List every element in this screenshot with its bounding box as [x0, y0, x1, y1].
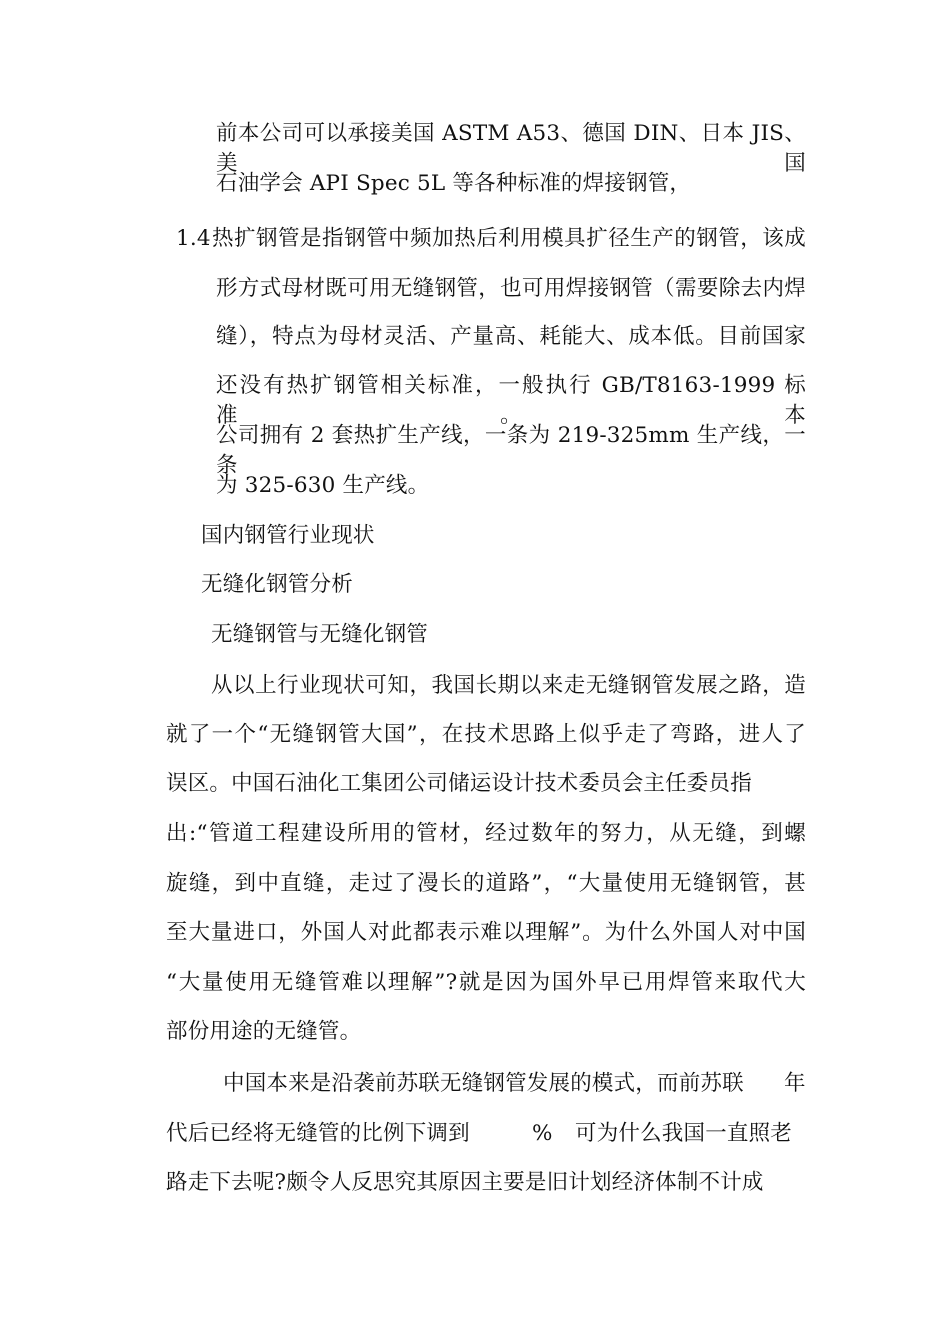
- section-number: 1.4: [176, 226, 211, 251]
- heading: 国内钢管行业现状: [201, 523, 375, 548]
- text-fragment: 年: [784, 1071, 806, 1096]
- text-fragment: 可为什么我国一直照老: [575, 1121, 793, 1146]
- text-line: 从以上行业现状可知，我国长期以来走无缝钢管发展之路，造: [211, 673, 806, 698]
- text-line: 中国本来是沿袭前苏联无缝钢管发展的模式，而前苏联: [223, 1071, 744, 1096]
- text-line: 形方式母材既可用无缝钢管，也可用焊接钢管（需要除去内焊: [216, 276, 806, 301]
- text-line: 路走下去呢?颇令人反思究其原因主要是旧计划经济体制不计成: [166, 1170, 764, 1195]
- heading: 无缝化钢管分析: [201, 572, 353, 597]
- text-line: 还没有热扩钢管相关标准，一般执行 GB/T8163-1999 标准。本: [216, 373, 806, 428]
- text-line: 热扩钢管是指钢管中频加热后利用模具扩径生产的钢管，该成: [212, 226, 806, 251]
- text-line: 代后已经将无缝管的比例下调到: [166, 1121, 470, 1146]
- text-line: 为 325-630 生产线。: [216, 473, 430, 498]
- text-line: 出:“管道工程建设所用的管材，经过数年的努力，从无缝，到螺: [166, 821, 806, 846]
- text-line: 前本公司可以承接美国 ASTM A53、德国 DIN、日本 JIS、美国: [216, 121, 806, 176]
- text-line: “大量使用无缝管难以理解”?就是因为国外早已用焊管来取代大: [166, 970, 806, 995]
- text-line: 旋缝，到中直缝，走过了漫长的道路”，“大量使用无缝钢管，甚: [166, 871, 806, 896]
- text-line: 缝），特点为母材灵活、产量高、耗能大、成本低。目前国家: [216, 324, 806, 349]
- text-fragment: %: [532, 1121, 553, 1146]
- heading: 无缝钢管与无缝化钢管: [211, 622, 429, 647]
- text-line: 误区。中国石油化工集团公司储运设计技术委员会主任委员指: [166, 771, 752, 796]
- text-line: 就了一个“无缝钢管大国”，在技术思路上似乎走了弯路，进人了: [166, 722, 806, 747]
- text-line: 石油学会 API Spec 5L 等各种标准的焊接钢管，: [216, 171, 692, 196]
- text-line: 公司拥有 2 套热扩生产线，一条为 219-325mm 生产线，一条: [216, 423, 806, 478]
- text-line: 至大量进口，外国人对此都表示难以理解”。为什么外国人对中国: [166, 920, 806, 945]
- text-line: 部份用途的无缝管。: [166, 1019, 362, 1044]
